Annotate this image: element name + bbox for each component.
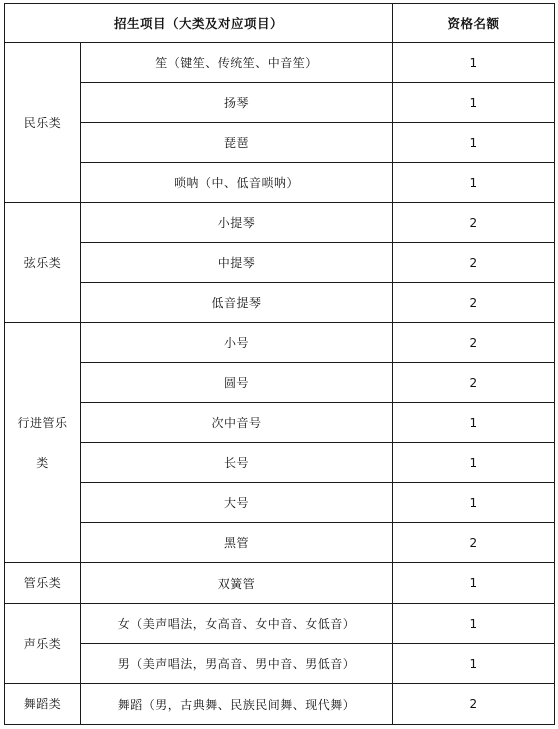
quota-cell: 2 [393, 323, 555, 363]
item-cell: 双簧管 [81, 563, 393, 604]
table-row [5, 523, 555, 563]
table-row [5, 283, 555, 323]
quota-cell: 1 [393, 483, 555, 523]
item-cell: 琵琶 [81, 123, 393, 163]
quota-cell: 1 [393, 644, 555, 684]
item-cell: 小号 [81, 323, 393, 363]
table-row [5, 83, 555, 123]
quota-cell: 1 [393, 443, 555, 483]
header-quota-cell: 资格名额 [393, 4, 555, 43]
category-cell: 弦乐类 [5, 203, 81, 323]
category-cell: 声乐类 [5, 604, 81, 684]
quota-cell: 1 [393, 43, 555, 83]
table-row [5, 243, 555, 283]
table-row [5, 163, 555, 203]
category-cell: 管乐类 [5, 563, 81, 604]
item-cell: 大号 [81, 483, 393, 523]
table-row [5, 363, 555, 403]
quota-cell: 2 [393, 283, 555, 323]
table-row [5, 43, 555, 83]
category-cell: 行进管乐类 [5, 323, 81, 563]
item-cell: 舞蹈（男，古典舞、民族民间舞、现代舞） [81, 684, 393, 725]
item-cell: 次中音号 [81, 403, 393, 443]
category-cell: 舞蹈类 [5, 684, 81, 725]
quota-cell: 1 [393, 163, 555, 203]
item-cell: 低音提琴 [81, 283, 393, 323]
table-header-row [5, 4, 555, 43]
quota-cell: 2 [393, 363, 555, 403]
quota-cell: 2 [393, 523, 555, 563]
table-row [5, 604, 555, 644]
quota-cell: 1 [393, 83, 555, 123]
item-cell: 圆号 [81, 363, 393, 403]
quota-cell: 1 [393, 403, 555, 443]
item-cell: 长号 [81, 443, 393, 483]
item-cell: 中提琴 [81, 243, 393, 283]
item-cell: 唢呐（中、低音唢呐） [81, 163, 393, 203]
table-row [5, 123, 555, 163]
table-row [5, 203, 555, 243]
item-cell: 男（美声唱法，男高音、男中音、男低音） [81, 644, 393, 684]
quota-cell: 2 [393, 684, 555, 725]
item-cell: 笙（键笙、传统笙、中音笙） [81, 43, 393, 83]
table-row [5, 483, 555, 523]
quota-cell: 2 [393, 243, 555, 283]
item-cell: 扬琴 [81, 83, 393, 123]
table-row [5, 443, 555, 483]
table-row [5, 644, 555, 684]
quota-cell: 1 [393, 604, 555, 644]
table-row [5, 403, 555, 443]
table-row [5, 323, 555, 363]
quota-cell: 1 [393, 123, 555, 163]
item-cell: 黑管 [81, 523, 393, 563]
item-cell: 女（美声唱法，女高音、女中音、女低音） [81, 604, 393, 644]
table-row [5, 563, 555, 604]
item-cell: 小提琴 [81, 203, 393, 243]
table-row [5, 684, 555, 725]
category-cell: 民乐类 [5, 43, 81, 203]
header-item-cell: 招生项目（大类及对应项目） [5, 4, 393, 43]
quota-cell: 2 [393, 203, 555, 243]
quota-cell: 1 [393, 563, 555, 604]
enrollment-quota-table [4, 3, 555, 725]
